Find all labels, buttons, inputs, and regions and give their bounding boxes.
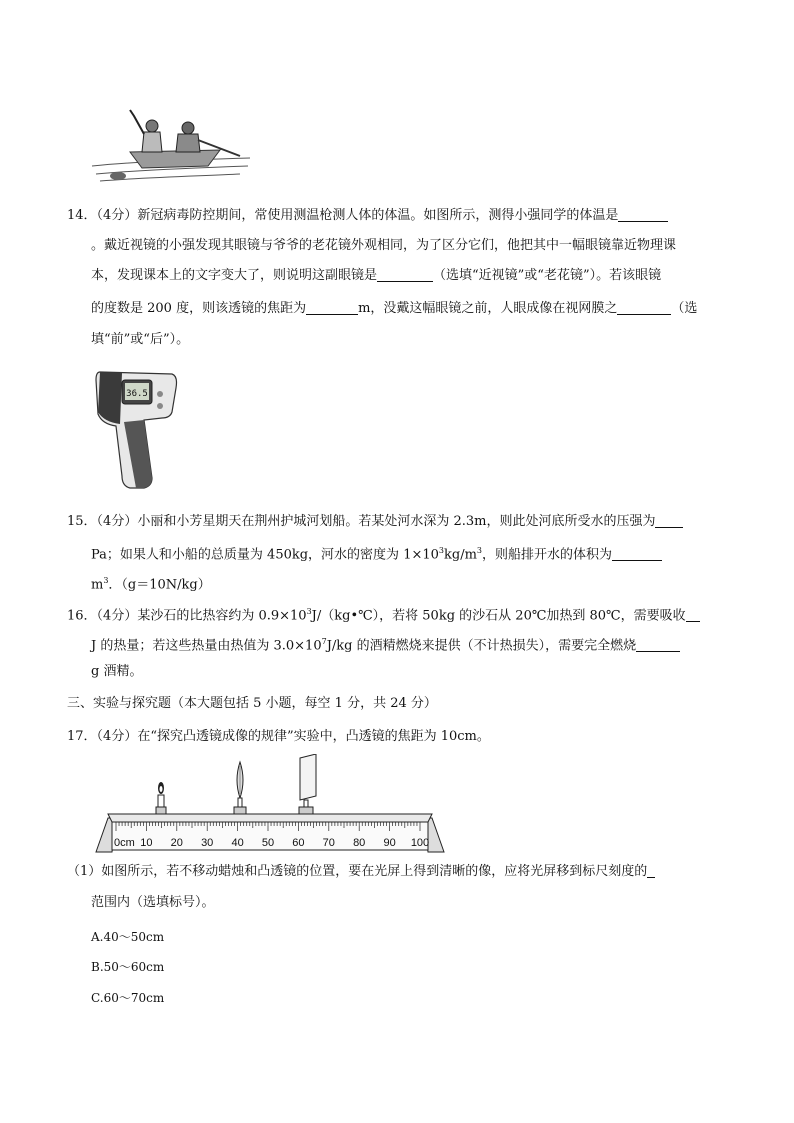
q14-blank-4[interactable] <box>617 300 671 315</box>
q15-text-2b: kg/m <box>444 547 477 563</box>
q15-blank-1[interactable] <box>655 513 683 528</box>
q15-text-2c: ，则船排开水的体积为 <box>482 547 613 563</box>
q17-sub1-text: （1）如图所示，若不移动蜡烛和凸透镜的位置，要在光屏上得到清晰的像，应将光屏移到标尺刻度的 <box>67 864 648 879</box>
q14-line-2: 。戴近视镜的小强发现其眼镜与爷爷的老花镜外观相同，为了区分它们，他把其中一幅眼镜靠近物理课 <box>91 238 677 253</box>
q17-blank-1[interactable] <box>647 863 655 878</box>
q14-line-4 <box>91 299 697 319</box>
q16-text-1a: 16．（4分）某沙石的比热容约为 0.9×10 <box>67 608 307 624</box>
q15-text-2a: Pa；如果人和小船的总质量为 450kg，河水的密度为 1×10 <box>91 547 439 563</box>
q14-line-3 <box>91 266 661 286</box>
q14-text-3b: （选填“近视镜”或“老花镜”）。若该眼镜 <box>433 268 662 283</box>
option-a[interactable]: A.40～50cm <box>91 930 165 944</box>
ruler-label: 90 <box>383 837 396 849</box>
ruler-label: 20 <box>170 837 183 849</box>
light-screen <box>299 754 316 814</box>
ruler-label: 10 <box>140 837 153 849</box>
q16-text-2b: J/kg 的酒精燃烧来提供（不计热损失），需要完全燃烧 <box>326 638 637 654</box>
q15-line-2 <box>91 541 662 565</box>
thermometer-reading: 36.5 <box>126 389 148 399</box>
ruler-label: 60 <box>292 837 305 849</box>
candle <box>156 782 166 814</box>
q15-sup-2: 3 <box>476 546 482 555</box>
q14-blank-1[interactable] <box>618 207 668 222</box>
q14-text-4a: 的度数是 200 度，则该透镜的焦距为 <box>91 301 307 316</box>
ruler-label: 0cm <box>114 837 135 849</box>
q16-sup-2: 7 <box>321 637 327 646</box>
ruler-label: 40 <box>231 837 244 849</box>
q15-blank-2[interactable] <box>612 546 662 561</box>
boat-illustration <box>90 104 252 188</box>
q15-sup-1: 3 <box>438 546 444 555</box>
q14-text-4c: （选 <box>671 301 698 316</box>
q15-text-3b: ．（g＝10N/kg） <box>108 577 211 593</box>
ruler-label: 80 <box>353 837 366 849</box>
thermometer-gun-illustration <box>92 366 180 492</box>
q15-line-1 <box>67 512 683 532</box>
q16-blank-1[interactable] <box>686 607 700 622</box>
q14-text: 14．（4分）新冠病毒防控期间，常使用测温枪测人体的体温。如图所示，测得小强同学的体温是 <box>67 208 619 223</box>
ruler-label: 70 <box>322 837 335 849</box>
q17-line-1: 17．（4分）在“探究凸透镜成像的规律”实验中，凸透镜的焦距为 10cm。 <box>67 729 490 744</box>
q15-text-1: 15．（4分）小丽和小芳星期天在荆州护城河划船。若某处河水深为 2.3m，则此处河底所受水的压强为 <box>67 514 656 529</box>
q17-sub1-line-1 <box>67 862 655 882</box>
q14-line-5: 填“前”或“后”）。 <box>91 332 190 347</box>
q17-sub1-line-2: 范围内（选填标号）。 <box>91 895 215 910</box>
q14-text-4b: m，没戴这幅眼镜之前，人眼成像在视网膜之 <box>358 301 618 316</box>
option-c[interactable]: C.60～70cm <box>91 991 165 1005</box>
q14-text-3: 本，发现课本上的文字变大了，则说明这副眼镜是 <box>91 268 378 283</box>
q16-blank-2[interactable] <box>636 637 680 652</box>
q15-text-3a: m <box>91 577 104 593</box>
ruler-label: 30 <box>201 837 214 849</box>
convex-lens <box>234 762 246 814</box>
q16-text-1b: J/（kg•℃），若将 50kg 的沙石从 20℃加热到 80℃，需要吸收 <box>311 608 686 624</box>
ruler-label: 100 <box>410 837 430 849</box>
q16-line-2 <box>91 632 680 656</box>
q16-line-3: g 酒精。 <box>91 664 143 679</box>
optical-bench-illustration <box>94 754 446 854</box>
section-3-heading: 三、实验与探究题（本大题包括 5 小题，每空 1 分，共 24 分） <box>67 696 437 711</box>
q14-line-1 <box>67 206 668 226</box>
q15-line-3 <box>91 571 211 595</box>
q14-blank-2[interactable] <box>377 267 433 282</box>
q15-sup-3: 3 <box>103 576 109 585</box>
q16-sup-1: 3 <box>306 607 312 616</box>
ruler-label: 50 <box>261 837 275 849</box>
option-b[interactable]: B.50～60cm <box>91 960 165 974</box>
q14-blank-3[interactable] <box>306 300 358 315</box>
q16-text-2a: J 的热量；若这些热量由热值为 3.0×10 <box>91 638 322 654</box>
q16-line-1 <box>67 602 700 626</box>
